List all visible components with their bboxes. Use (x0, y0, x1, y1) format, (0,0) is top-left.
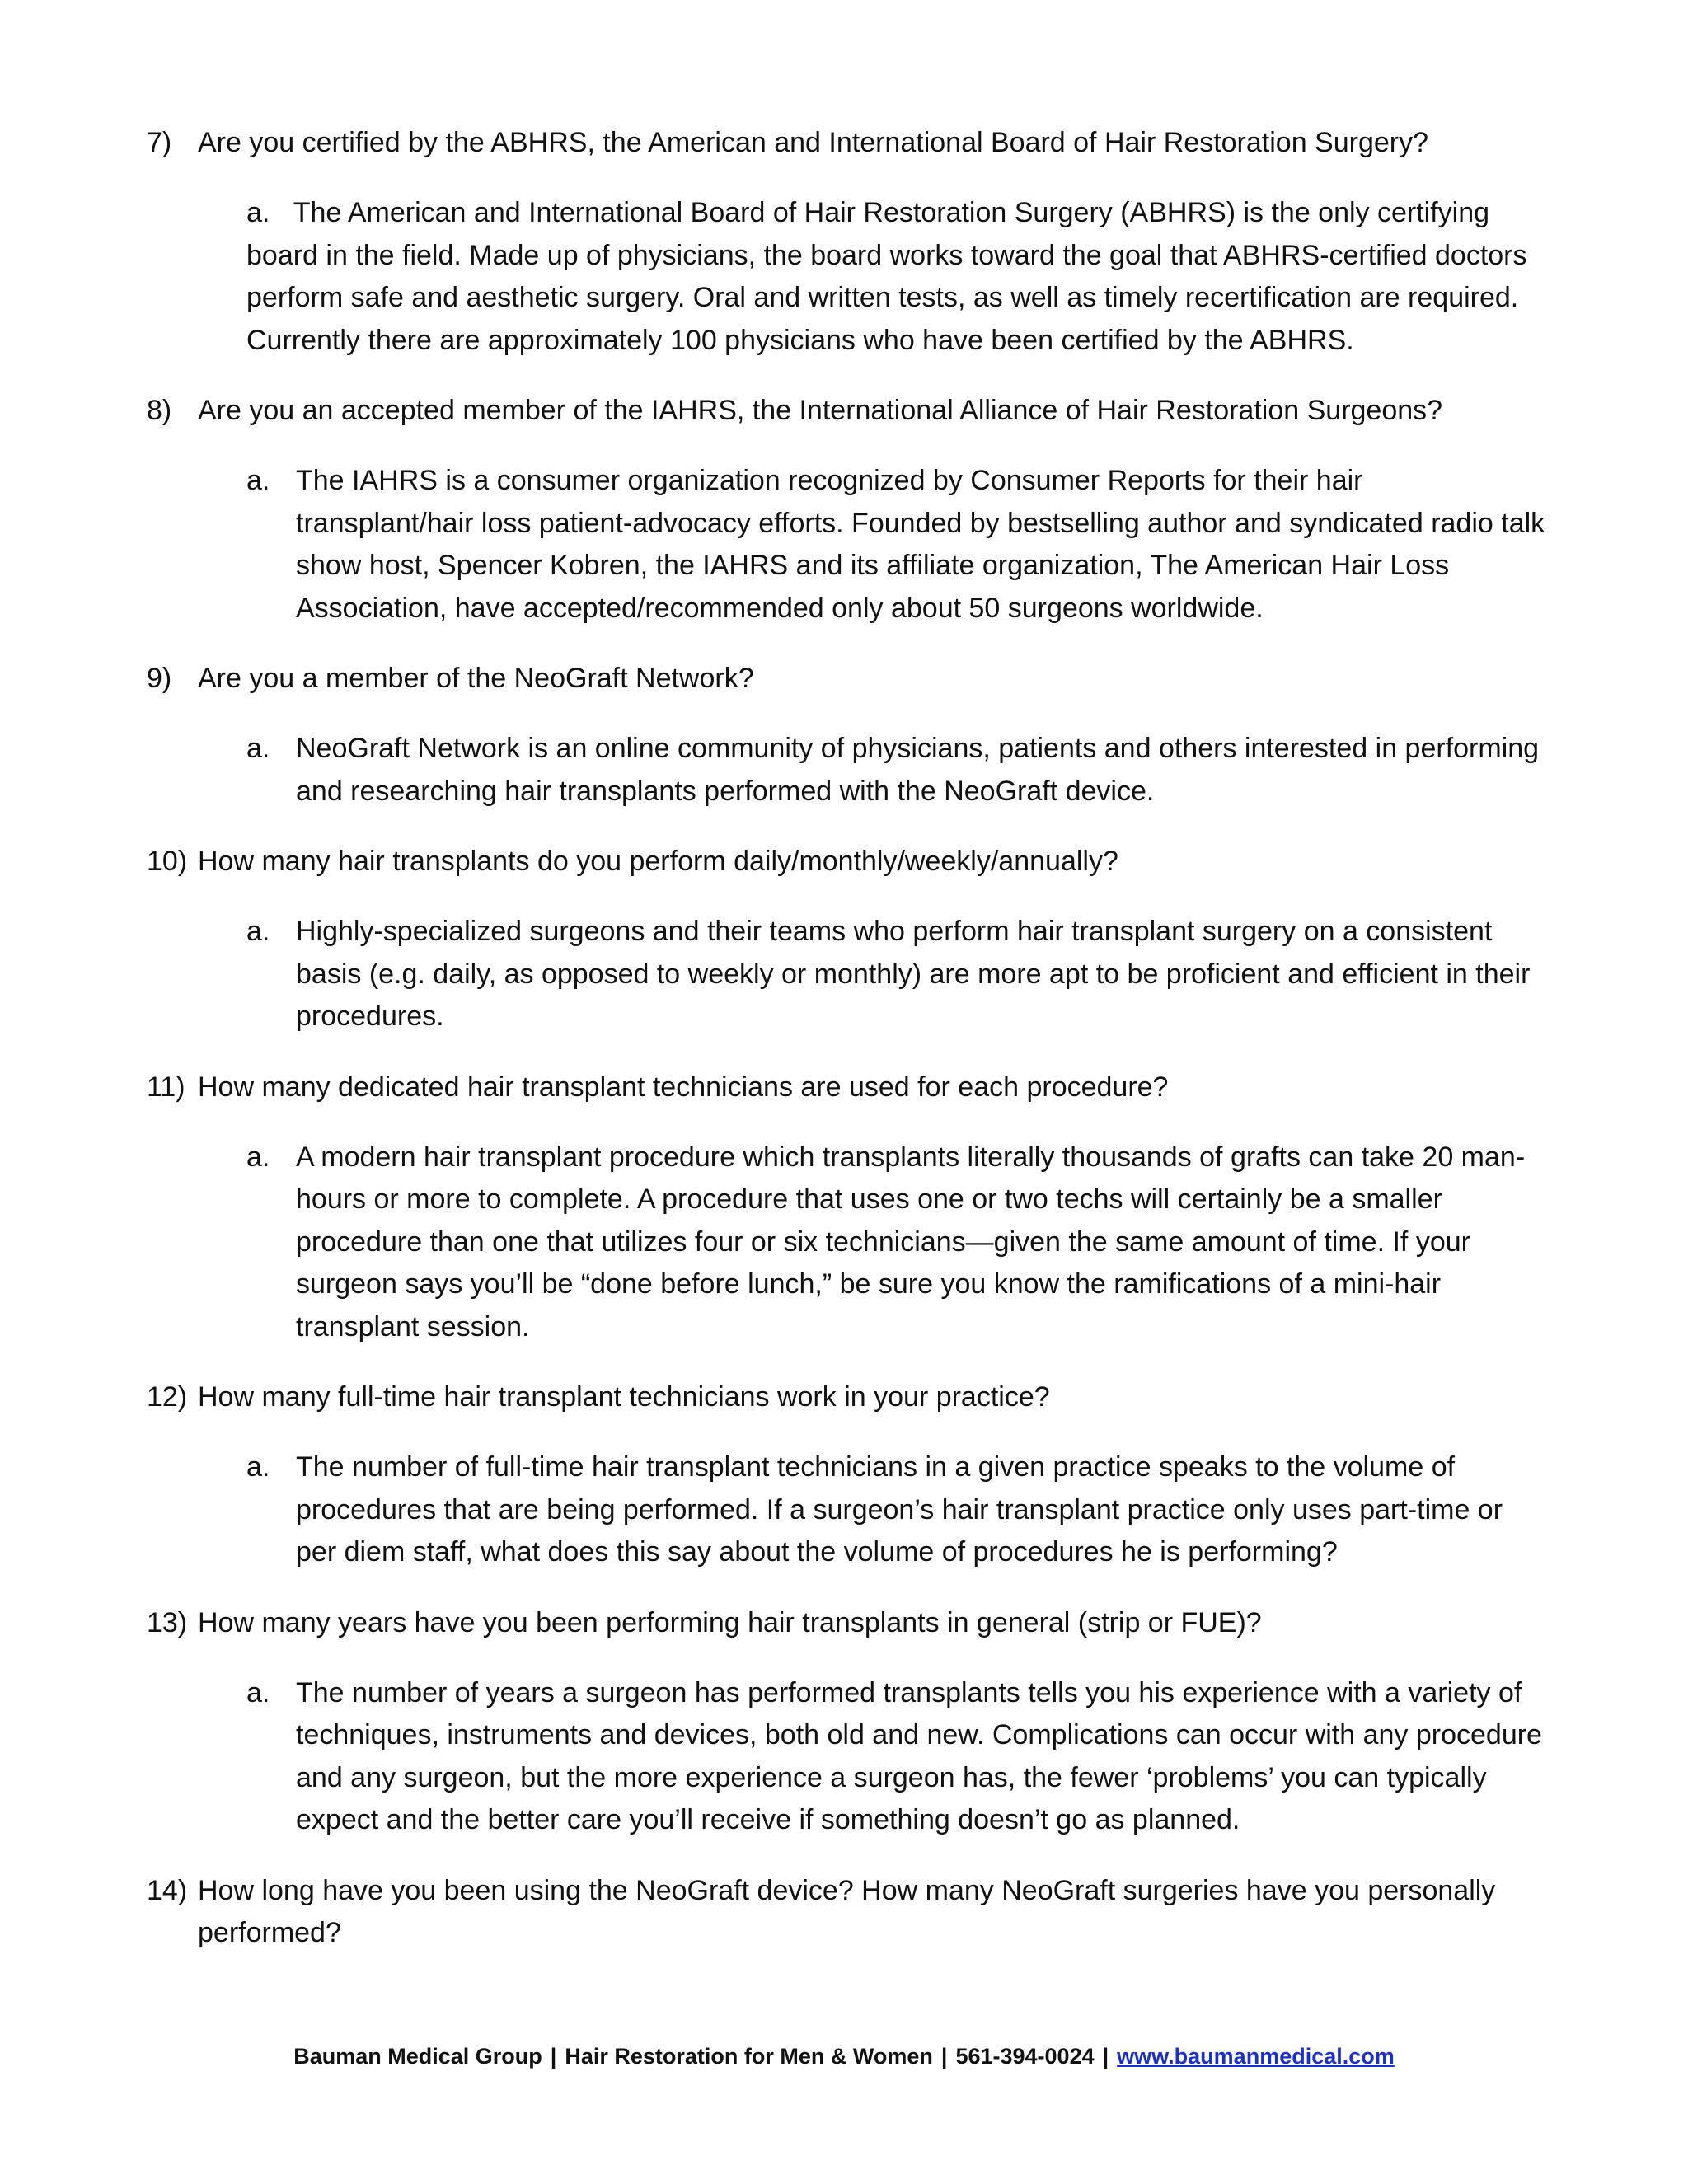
footer-company: Bauman Medical Group (293, 2044, 542, 2069)
answer-text: The number of full-time hair transplant technicians in a given practice speaks to the volume of procedures that are being performed. If a surgeon’s hair transplant practice only uses part-time or per diem staff, what does this say about the volume of procedures he is performing? (296, 1451, 1503, 1568)
answer-text: The number of years a surgeon has performed transplants tells you his experience with a variety of techniques, instruments and devices, both old and new. Complications can occur with any procedure and any surgeon, but the more experience a surgeon has, the fewer ‘problems’ you can typically expect and the better care you’ll receive if something doesn’t go as planned. (296, 1676, 1542, 1835)
answer-text: The American and International Board of Hair Restoration Surgery (ABHRS) is the only certifying board in the field. Made up of physicians, the board works toward the goal that ABHRS-certified doctors perform safe and aesthetic surgery. Oral and written tests, as well as timely recertification are required. Currently there are approximately 100 physicians who have been certified by the ABHRS. (246, 197, 1527, 356)
question-text: How many years have you been performing hair transplants in general (strip or FUE)? (198, 1606, 1262, 1638)
answer-label: a. (246, 733, 270, 764)
footer-tagline: Hair Restoration for Men & Women (565, 2044, 933, 2069)
question-text: How many dedicated hair transplant technicians are used for each procedure? (198, 1071, 1169, 1103)
question-number: 7) (147, 127, 172, 158)
question-item (147, 841, 1548, 883)
footer-separator: | (940, 2044, 948, 2069)
answer-text: Highly-specialized surgeons and their teams who perform hair transplant surgery on a consistent basis (e.g. daily, as opposed to weekly or monthly) are more apt to be proficient and efficient in their procedures. (296, 916, 1531, 1032)
question-number: 9) (147, 663, 172, 694)
answer-label: a. (246, 916, 270, 947)
question-number: 12) (147, 1381, 188, 1413)
answer-label: a. (246, 1451, 270, 1483)
question-item (147, 658, 1548, 700)
answer-label: a. (246, 1141, 270, 1173)
question-item (147, 1870, 1548, 1954)
question-number: 13) (147, 1606, 188, 1638)
answer-text: The IAHRS is a consumer organization recognized by Consumer Reports for their hair transplant/hair loss patient-advocacy efforts. Founded by bestselling author and syndicated radio talk show host, Spencer Kobren, the IAHRS and its affiliate organization, The American Hair Loss Association, have accepted/recommended only about 50 surgeons worldwide. (296, 465, 1545, 624)
question-text: How many full-time hair transplant technicians work in your practice? (198, 1381, 1050, 1413)
footer-phone: 561-394-0024 (955, 2044, 1095, 2069)
question-text: Are you an accepted member of the IAHRS, the International Alliance of Hair Restoration Surgeons? (198, 395, 1443, 426)
question-item (147, 390, 1548, 432)
footer-separator: | (550, 2044, 557, 2069)
answer-label: a. (246, 465, 270, 496)
answer-text: NeoGraft Network is an online community of physicians, patients and others interested in performing and researching hair transplants performed with the NeoGraft device. (296, 733, 1540, 807)
footer-website-link[interactable]: www.baumanmedical.com (1117, 2044, 1395, 2069)
question-number: 14) (147, 1874, 188, 1906)
question-text: How many hair transplants do you perform daily/monthly/weekly/annually? (198, 846, 1118, 877)
question-list (147, 122, 1548, 1954)
footer-separator: | (1102, 2044, 1109, 2069)
answer-item (246, 460, 1548, 630)
question-text: How long have you been using the NeoGraft device? How many NeoGraft surgeries have you personally performed? (198, 1874, 1496, 1948)
answer-item (246, 911, 1548, 1038)
answer-item (246, 1446, 1548, 1574)
answer-label: a. (246, 197, 270, 228)
question-item (147, 1602, 1548, 1644)
question-number: 10) (147, 846, 188, 877)
question-item (147, 1066, 1548, 1108)
question-item (147, 1376, 1548, 1418)
answer-text: A modern hair transplant procedure which transplants literally thousands of grafts can take 20 man-hours or more to complete. A procedure that uses one or two techs will certainly be a smaller procedure than one that utilizes four or six technicians—given the same amount of time. If your surgeon says you’ll be “done before lunch,” be sure you know the ramifications of a mini-hair transplant session. (296, 1141, 1526, 1343)
question-number: 8) (147, 395, 172, 426)
answer-item (246, 1137, 1548, 1349)
question-item (147, 122, 1548, 164)
answer-item (246, 192, 1548, 362)
question-number: 11) (147, 1071, 185, 1103)
answer-item (246, 1672, 1548, 1842)
page-footer (0, 2044, 1688, 2069)
question-text: Are you a member of the NeoGraft Network? (198, 663, 754, 694)
answer-item (246, 728, 1548, 813)
question-text: Are you certified by the ABHRS, the American and International Board of Hair Restoration Surgery? (198, 127, 1429, 158)
answer-label: a. (246, 1676, 270, 1708)
